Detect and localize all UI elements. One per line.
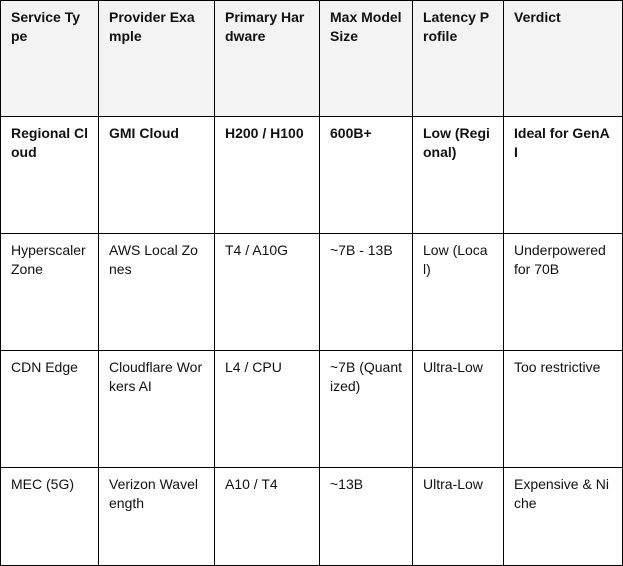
table-row bbox=[1, 351, 623, 468]
cell-provider-example: Verizon Wavelength bbox=[99, 468, 215, 566]
header-primary-hardware: Primary Hardware bbox=[215, 1, 320, 117]
cell-service-type: CDN Edge bbox=[1, 351, 99, 468]
header-verdict: Verdict bbox=[504, 1, 623, 117]
cell-primary-hardware: A10 / T4 bbox=[215, 468, 320, 566]
header-latency-profile: Latency Profile bbox=[413, 1, 504, 117]
cell-latency-profile: Low (Regional) bbox=[413, 117, 504, 234]
cell-service-type: Hyperscaler Zone bbox=[1, 234, 99, 351]
header-service-type: Service Type bbox=[1, 1, 99, 117]
header-max-model-size: Max Model Size bbox=[320, 1, 413, 117]
cell-max-model-size: 600B+ bbox=[320, 117, 413, 234]
cell-max-model-size: ~7B (Quantized) bbox=[320, 351, 413, 468]
cell-provider-example: GMI Cloud bbox=[99, 117, 215, 234]
cell-provider-example: AWS Local Zones bbox=[99, 234, 215, 351]
cell-latency-profile: Ultra-Low bbox=[413, 468, 504, 566]
cell-verdict: Too restrictive bbox=[504, 351, 623, 468]
cell-primary-hardware: H200 / H100 bbox=[215, 117, 320, 234]
cell-provider-example: Cloudflare Workers AI bbox=[99, 351, 215, 468]
header-row bbox=[1, 1, 623, 117]
cell-latency-profile: Ultra-Low bbox=[413, 351, 504, 468]
cell-primary-hardware: T4 / A10G bbox=[215, 234, 320, 351]
cell-verdict: Ideal for GenAI bbox=[504, 117, 623, 234]
header-provider-example: Provider Example bbox=[99, 1, 215, 117]
cell-max-model-size: ~7B - 13B bbox=[320, 234, 413, 351]
cell-max-model-size: ~13B bbox=[320, 468, 413, 566]
cell-primary-hardware: L4 / CPU bbox=[215, 351, 320, 468]
cell-service-type: Regional Cloud bbox=[1, 117, 99, 234]
cell-verdict: Expensive & Niche bbox=[504, 468, 623, 566]
cell-service-type: MEC (5G) bbox=[1, 468, 99, 566]
cell-latency-profile: Low (Local) bbox=[413, 234, 504, 351]
cell-verdict: Underpowered for 70B bbox=[504, 234, 623, 351]
table-row bbox=[1, 117, 623, 234]
table-row bbox=[1, 234, 623, 351]
table-row bbox=[1, 468, 623, 566]
